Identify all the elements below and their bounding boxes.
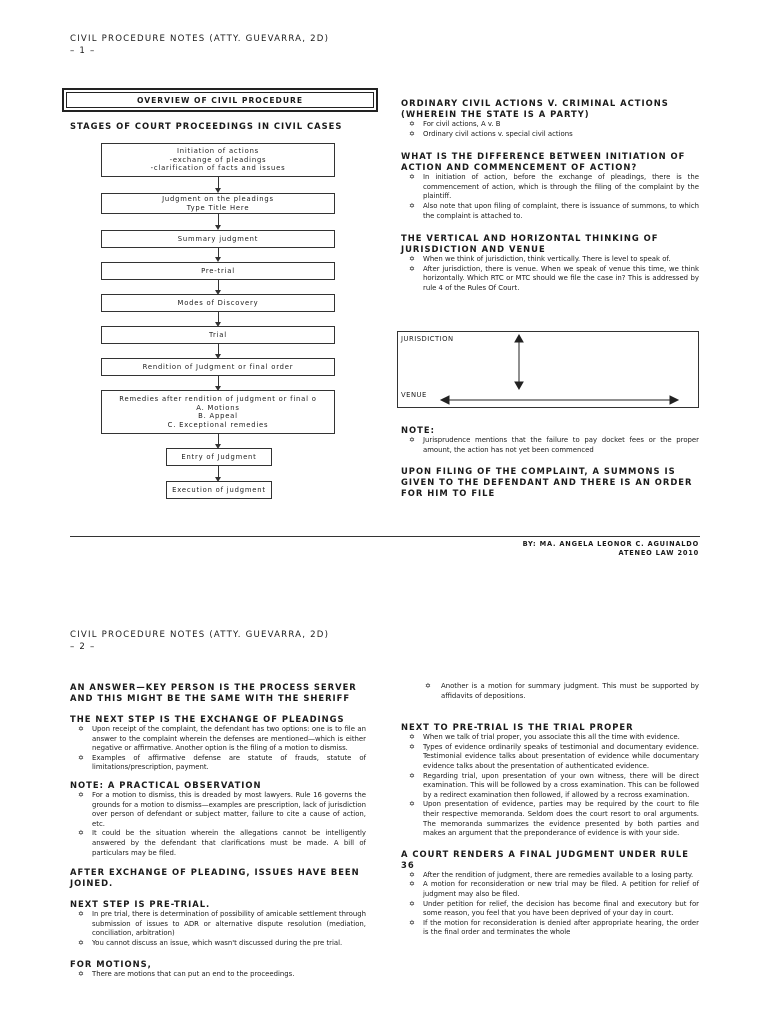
list-item: ✡ For a motion to dismiss, this is dreaded by most lawyers. Rule 16 governs the grounds for a motion to dismiss—examples are prescription, lack of jurisdiction over person of defendant or subject matter, failure to cite a cause of action, etc. bbox=[78, 790, 366, 828]
header-page-number: – 1 – bbox=[70, 46, 96, 56]
star-bullet-icon: ✡ bbox=[78, 829, 84, 838]
page2-right-column bbox=[401, 682, 699, 938]
list-item: ✡ Regarding trial, upon presentation of your own witness, there will be direct examination. This will be followed by a cross examination. This can be followed by a redirect examination then followed, if allowed by a recross examination. bbox=[409, 771, 699, 799]
diagram-venue-label: VENUE bbox=[401, 391, 427, 399]
list-item: ✡ Under petition for relief, the decision has become final and executory but for some reason, you feel that you have been deprived of your day in court. bbox=[409, 899, 699, 918]
section-jurisdiction-venue-title: THE VERTICAL AND HORIZONTAL THINKING OF JURISDICTION AND VENUE bbox=[401, 233, 659, 255]
star-bullet-icon: ✡ bbox=[409, 264, 415, 273]
section-summons-title: UPON FILING OF THE COMPLAINT, A SUMMONS IS GIVEN TO THE DEFENDANT AND THERE IS AN ORDER FOR HIM TO FILE bbox=[401, 466, 693, 499]
diagram-jurisdiction-label: JURISDICTION bbox=[401, 335, 454, 343]
star-bullet-icon: ✡ bbox=[409, 742, 415, 751]
list-item: ✡ Examples of affirmative defense are statute of frauds, statute of limitations/prescription, payment. bbox=[78, 753, 366, 772]
section-practical-observation-title: NOTE: A PRACTICAL OBSERVATION bbox=[70, 779, 262, 790]
flow-step-rendition: Rendition of Judgment or final order bbox=[101, 358, 335, 376]
star-bullet-icon: ✡ bbox=[78, 938, 84, 947]
star-bullet-icon: ✡ bbox=[409, 120, 415, 128]
section-final-judgment-list bbox=[401, 871, 699, 938]
list-item: ✡ It could be the situation wherein the allegations cannot be intelligently answered by the defendant that clarifications must be made. A bill of particulars may be filed. bbox=[78, 829, 366, 857]
section-practical-observation-list bbox=[70, 791, 366, 858]
flow-step-summary-judgment: Summary judgment bbox=[101, 230, 335, 248]
flow-step-remedies: Remedies after rendition of judgment or final o A. Motions B. Appeal C. Exceptional remedies bbox=[101, 390, 335, 434]
list-item: ✡ In initiation of action, before the exchange of pleadings, there is the commencement of action, which is through the filing of the complaint by the plaintiff. bbox=[409, 173, 699, 201]
flow-step-modes-of-discovery: Modes of Discovery bbox=[101, 294, 335, 312]
section-motions-title: FOR MOTIONS, bbox=[70, 958, 152, 969]
section-exchange-pleadings-list bbox=[70, 725, 366, 773]
flow-step-trial: Trial bbox=[101, 326, 335, 344]
overview-title: OVERVIEW OF CIVIL PROCEDURE bbox=[136, 95, 304, 105]
section-initiation-title: WHAT IS THE DIFFERENCE BETWEEN INITIATION OF ACTION AND COMMENCEMENT OF ACTION? bbox=[401, 151, 686, 173]
star-bullet-icon: ✡ bbox=[78, 790, 84, 799]
star-bullet-icon: ✡ bbox=[425, 682, 431, 690]
star-bullet-icon: ✡ bbox=[409, 800, 415, 809]
list-item: ✡ You cannot discuss an issue, which wasn't discussed during the pre trial. bbox=[78, 938, 343, 947]
page-header bbox=[70, 629, 329, 653]
header-page-number: – 2 – bbox=[70, 642, 96, 652]
flow-step-pre-trial: Pre-trial bbox=[101, 262, 335, 280]
star-bullet-icon: ✡ bbox=[78, 910, 84, 919]
star-bullet-icon: ✡ bbox=[78, 969, 84, 978]
flow-step-initiation: Initiation of actions -exchange of pleadings -clarification of facts and issues bbox=[101, 143, 335, 177]
flow-step-entry-of-judgment: Entry of Judgment bbox=[166, 448, 272, 466]
list-item: ✡ When we talk of trial proper, you associate this all the time with evidence. bbox=[409, 733, 680, 742]
star-bullet-icon: ✡ bbox=[78, 753, 84, 762]
page2-left-column bbox=[70, 682, 366, 979]
section-final-judgment-title: A COURT RENDERS A FINAL JUDGMENT UNDER RULE 36 bbox=[401, 848, 689, 870]
flow-step-judgment-pleadings: Judgment on the pleadings Type Title Here bbox=[101, 193, 335, 214]
star-bullet-icon: ✡ bbox=[409, 918, 415, 927]
list-item: ✡ Upon presentation of evidence, parties may be required by the court to file their respective memoranda. Seldom does the court resort to oral arguments. The memoranda summarizes the evidence presented by both parties and makes an argument that the preponderance of evidence is with your side. bbox=[409, 800, 699, 838]
stages-title: STAGES OF COURT PROCEEDINGS IN CIVIL CASES bbox=[70, 121, 343, 131]
section-answer-title: AN ANSWER—KEY PERSON IS THE PROCESS SERVER AND THIS MIGHT BE THE SAME WITH THE SHERIFF bbox=[70, 682, 357, 703]
flow-step-execution: Execution of judgment bbox=[166, 481, 272, 499]
footer-author: BY: MA. ANGELA LEONOR C. AGUINALDO bbox=[522, 540, 699, 548]
star-bullet-icon: ✡ bbox=[409, 899, 415, 908]
list-item: ✡ Also note that upon filing of complaint, there is issuance of summons, to which the complaint is attached to. bbox=[409, 201, 699, 220]
star-bullet-icon: ✡ bbox=[409, 129, 415, 138]
star-bullet-icon: ✡ bbox=[409, 870, 415, 879]
section-motions-list bbox=[70, 970, 366, 980]
star-bullet-icon: ✡ bbox=[409, 771, 415, 780]
section-pre-trial-list bbox=[70, 910, 366, 948]
star-bullet-icon: ✡ bbox=[409, 733, 415, 742]
footer-school: ATENEO LAW 2010 bbox=[618, 548, 699, 557]
star-bullet-icon: ✡ bbox=[78, 725, 84, 733]
section-exchange-pleadings-title: THE NEXT STEP IS THE EXCHANGE OF PLEADINGS bbox=[70, 714, 345, 724]
section-civil-v-criminal-title: ORDINARY CIVIL ACTIONS V. CRIMINAL ACTIONS (WHEREIN THE STATE IS A PARTY) bbox=[401, 98, 669, 119]
header-title: CIVIL PROCEDURE NOTES (ATTY. GUEVARRA, 2D) bbox=[70, 630, 330, 640]
list-item: ✡ When we think of jurisdiction, think vertically. There is level to speak of. bbox=[409, 255, 671, 264]
list-item: ✡ A motion for reconsideration or new trial may be filed. A petition for relief of judgment may also be filed. bbox=[409, 880, 699, 898]
star-bullet-icon: ✡ bbox=[409, 201, 415, 210]
list-item: ✡ After the rendition of judgment, there are remedies available to a losing party. bbox=[409, 870, 694, 879]
list-item: ✡ Jurisprudence mentions that the failure to pay docket fees or the proper amount, the action has not yet been commenced bbox=[409, 436, 699, 454]
section-trial-proper-list bbox=[401, 733, 699, 839]
section-summary-judgment-list bbox=[401, 682, 699, 701]
section-trial-proper-title: NEXT TO PRE-TRIAL IS THE TRIAL PROPER bbox=[401, 722, 634, 733]
list-item: ✡ Ordinary civil actions v. special civil actions bbox=[409, 129, 573, 138]
list-item: ✡ For civil actions, A v. B bbox=[409, 120, 501, 128]
list-item: ✡ If the motion for reconsideration is denied after appropriate hearing, the order is the final order and terminates the whole bbox=[409, 918, 699, 937]
list-item: ✡ There are motions that can put an end to the proceedings. bbox=[78, 969, 295, 978]
list-item: ✡ Another is a motion for summary judgment. This must be supported by affidavits of depositions. bbox=[425, 682, 699, 700]
list-item: ✡ Types of evidence ordinarily speaks of testimonial and documentary evidence. Testimonial evidence talks about presentation of evidence while documentary evidence talks about the presentation of authenticated evidence. bbox=[409, 742, 699, 770]
list-item: ✡ After jurisdiction, there is venue. When we speak of venue this time, we think horizontally. Which RTC or MTC should we file the case in? This is addressed by rule 4 of the Rules Of Court. bbox=[409, 264, 699, 292]
note-title: NOTE: bbox=[401, 425, 435, 435]
star-bullet-icon: ✡ bbox=[409, 173, 415, 182]
list-item: ✡ Upon receipt of the complaint, the defendant has two options: one is to file an answer to the complaint wherein the defenses are mentioned—which is either negative or affirmative. Another option is the filing of a motion to dismiss. bbox=[78, 725, 366, 753]
section-issues-joined-title: AFTER EXCHANGE OF PLEADING, ISSUES HAVE BEEN JOINED. bbox=[70, 867, 360, 889]
list-item: ✡ In pre trial, there is determination of possibility of amicable settlement through submission of issues to ADR or alternative dispute resolution (mediation, conciliation, arbitration) bbox=[78, 910, 366, 938]
header-title: CIVIL PROCEDURE NOTES (ATTY. GUEVARRA, 2D) bbox=[70, 34, 330, 44]
star-bullet-icon: ✡ bbox=[409, 255, 415, 264]
star-bullet-icon: ✡ bbox=[409, 880, 415, 889]
section-pre-trial-title: NEXT STEP IS PRE-TRIAL. bbox=[70, 899, 211, 910]
star-bullet-icon: ✡ bbox=[409, 436, 415, 444]
